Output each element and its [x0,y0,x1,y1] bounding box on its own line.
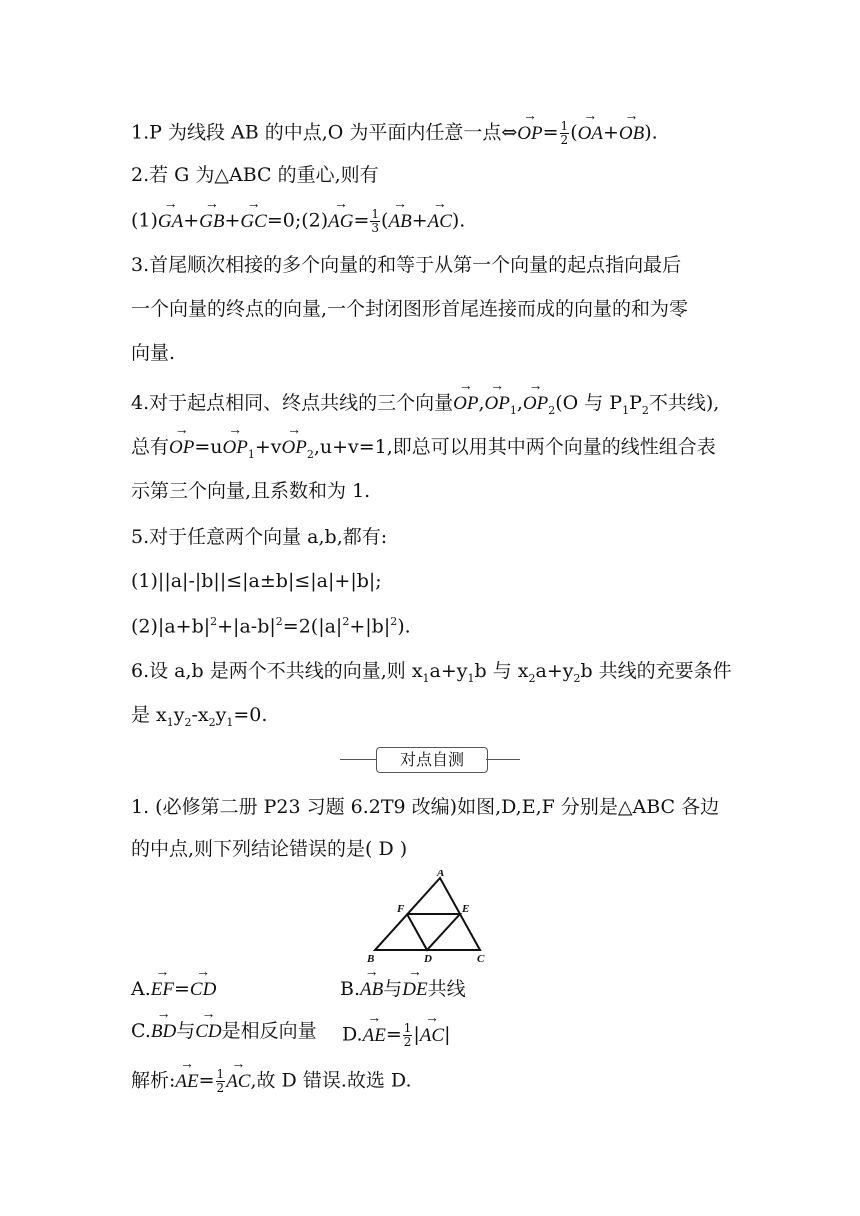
triangle-figure [365,870,495,965]
option-a: A.→ EF=→ CD [131,980,216,999]
label-C: C [477,953,485,965]
item-3-line3: 向量. [131,342,176,364]
item-3-line2: 一个向量的终点的向量,一个封闭图形首尾连接而成的向量的和为零 [131,298,689,320]
section-divider [340,745,520,775]
item-5-line3: $(2)|a+b|^2+|a-b|^2=2(|a|^2+|b|^2)$. [131,615,411,638]
item-1: 1.P 为线段 AB 的中点,O 为平面内任意一点⇔→ OP= $\frac{1}{2}$ (→ OA+→ OB). [131,120,658,147]
option-b: B.→ AB与→ DE共线 [340,980,466,999]
item-5-line1: 5.对于任意两个向量 a,b,都有: [131,526,388,548]
item-6-line1: 6.设 a,b 是两个不共线的向量,则 $x_1a+y_1b$ 与 $x_2a+y_2b$ 共线的充要条件 [131,660,732,685]
label-F: F [397,903,405,915]
vector-oa: → OA [578,124,603,143]
item-2: 2.若 G 为△ABC 的重心,则有 [131,164,379,186]
label-A: A [437,870,445,879]
option-d: D.→ AE= $\frac{1}{2}$ |→ AC| [342,1022,450,1049]
question-line1: 1. (必修第二册 P23 习题 6.2T9 改编)如图,D,E,F 分别是△ABC 各边 [131,796,720,818]
label-D: D [424,953,432,965]
item-3-line1: 3.首尾顺次相接的多个向量的和等于从第一个向量的起点指向最后 [131,254,682,276]
item-4-line3: 示第三个向量,且系数和为 1. [131,480,371,502]
item-2-formula: (1)→ GA+→ GB+→ GC=0;(2)→ AG= $\frac{1}{3}$ (→ AB+→ AC). [131,208,465,235]
vector-ob: → OB [619,124,644,143]
question-line2: 的中点,则下列结论错误的是( D ) [131,838,408,860]
item-5-line2: (1)||a|-|b||≤|a±b|≤|a|+|b|; [131,570,382,592]
answer-explanation: 解析:→ AE= $\frac{1}{2}$ → AC,故 D 错误.故选 D. [131,1068,412,1095]
option-c: C.→ BD与→ CD是相反向量 [131,1022,317,1041]
fraction-half: $\frac{1}{2}$ [560,119,569,148]
item-4-line1: 4.对于起点相同、终点共线的三个向量→ $OP,\to OP_1,\to OP_2(O$ 与 $P_1P_2$不共线), [131,394,719,416]
section-label: 对点自测 [376,747,488,773]
label-E: E [462,903,470,915]
item-4-line2: 总有→ $OP=u\to OP_1+v\to OP_2,u+v=1$,即总可以用其中两个向量的线性组合表 [131,438,716,460]
label-B: B [367,953,375,965]
item-6-line2: 是 $x_1y_2-x_2y_1=0$. [131,704,268,729]
vector-op: → OP [517,124,542,143]
fraction-third: $\frac{1}{3}$ [371,207,380,236]
